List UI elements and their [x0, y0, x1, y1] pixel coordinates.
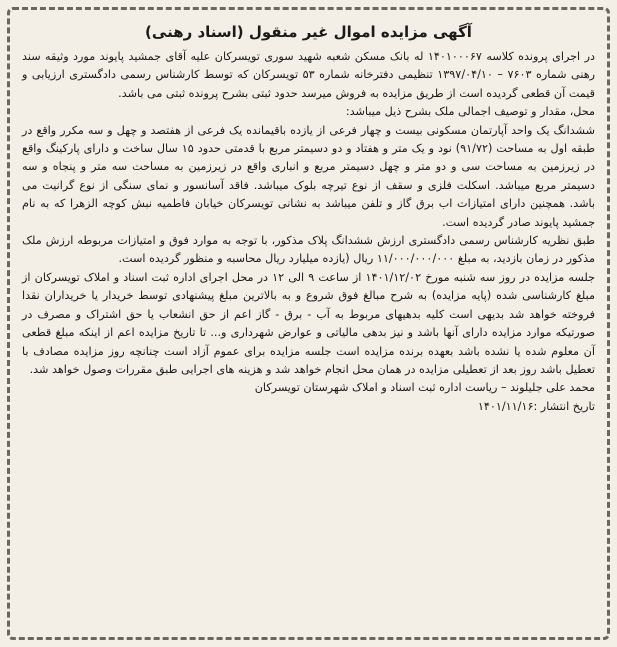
publish-date: تاریخ انتشار :۱۴۰۱/۱۱/۱۶	[477, 399, 595, 413]
signature: محمد علی جلیلوند – ریاست اداره ثبت اسناد و املاک شهرستان تویسرکان	[254, 381, 595, 395]
notice-frame	[7, 7, 610, 640]
property-description: ششدانگ یک واحد آپارتمان مسکونی بیست و چهار فرعی از یازده باقیمانده یک فرعی از هفتصد و چهل و سه مکرر واقع در طبقه اول به مساحت (۹۱/۷۲) نود و یک متر و هفتاد و دو دسیمتر مربع با قدمتی حدود ۱۵ سال ساخت و دارای پارکینگ واقع در زیرزمین به مساحت سی و دو متر و چهل دسیمتر مربع و انباری واقع در زیرزمین به مساحت سه متر و پنجاه و سه دسیمتر مربع میباشد. اسکلت فلزی و سقف از نوع تیرچه بلوک میباشد. فاقد آسانسور و نمای سنگی از نوع گرانیت می باشد. همچنین دارای امتیازات اب برق گاز و تلفن میباشد به نشانی تویسرکان خیابان فاطمیه نبش کوچه الزهرا که به نام جمشید پایوند صادر گردیده است.	[22, 123, 596, 229]
auction-paragraph: جلسه مزایده در روز سه شنبه مورخ ۱۴۰۱/۱۲/۰۲ از ساعت ۹ الی ۱۲ در محل اجرای اداره ثبت اسناد و املاک تویسرکان از مبلغ کارشناسی شده (پایه مزایده) به شرح مبالغ فوق شروع و به بالاترین مبلغ پیشنهادی توسط خریدار یا خریداران نقدا فروخته خواهد شد بدیهی است کلیه بدهیهای مربوط به آب - برق - گاز اعم از حق انشعاب یا حق اشتراک و مصرف در صورتیکه موارد مزایده دارای آنها باشد و نیز بدهی مالیاتی و عوارض شهرداری و... تا تاریخ مزایده اعم از اینکه مبلغ قطعی آن معلوم شده یا نشده باشد بعهده برنده مزایده است جلسه مزایده برای عموم آزاد است چنانچه روز مزایده مصادف با تعطیل باشد روز بعد از تعطیلی مزایده در همان محل انجام خواهد شد و هزینه های اجرایی طبق مقررات وصول خواهد شد.	[22, 270, 595, 376]
description-heading: محل، مقدار و توصیف اجمالی ملک بشرح ذیل میباشد:	[345, 105, 595, 119]
notice-title: آگهی مزایده اموال غیر منقول (اسناد رهنی)	[145, 23, 472, 41]
valuation-paragraph: طبق نظریه کارشناس رسمی دادگستری ارزش ششدانگ پلاک مذکور، با توجه به موارد فوق و امتیازات مربوطه ارزش ملک مذکور در زمان بازدید، به مبلغ ۱۱/۰۰۰/۰۰۰/۰۰۰ ریال (یازده میلیارد ریال محاسبه و منظور گردیده است.	[22, 234, 595, 266]
notice-intro: در اجرای پرونده کلاسه ۱۴۰۱۰۰۰۶۷ له بانک مسکن شعبه شهید سوری تویسرکان علیه آقای جمشید پایوند مورد وثیقه سند رهنی شماره ۷۶۰۳ – ۱۳۹۷/۰۴/۱۰ تنظیمی دفترخانه شماره ۵۳ تویسرکان که توسط کارشناس رسمی دادگستری ارزیابی و قیمت آن قطعی گردیده است از طریق مزایده به فروش میرسد حدود ثبتی بشرح پرونده ثبتی می باشد.	[22, 50, 595, 100]
